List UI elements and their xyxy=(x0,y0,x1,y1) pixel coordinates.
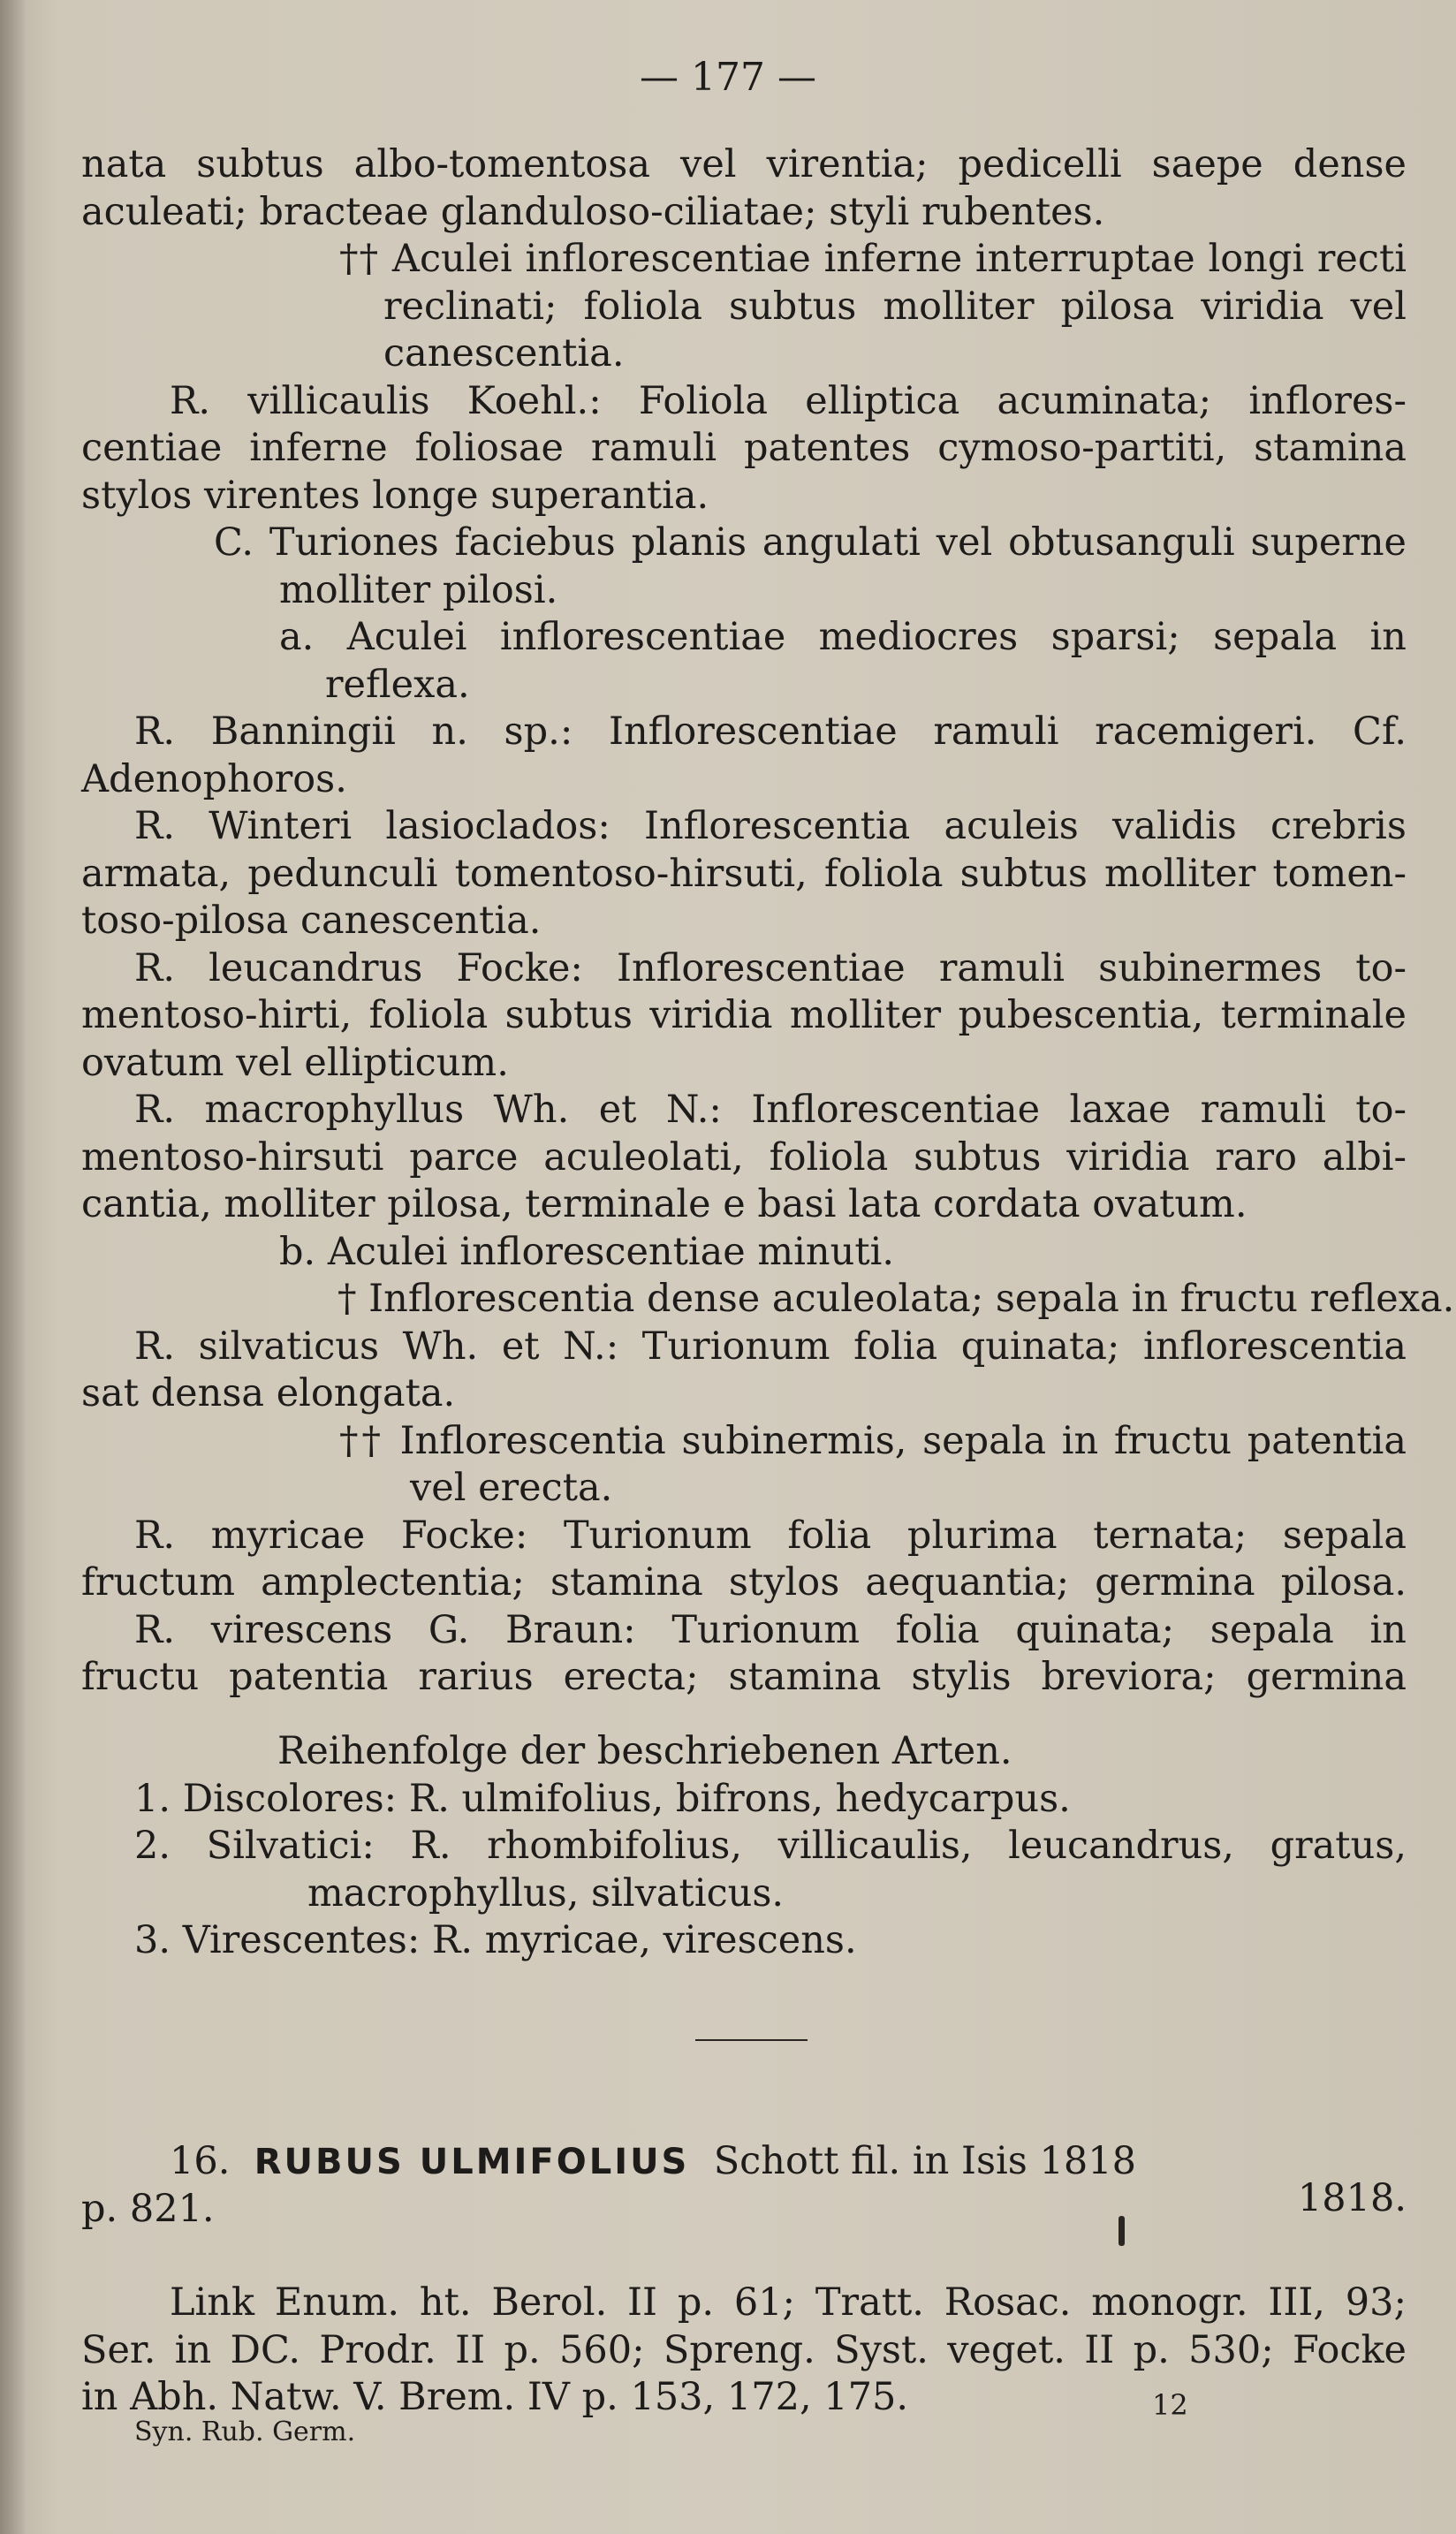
ink-mark xyxy=(1119,2216,1125,2246)
order-item: 1. Discolores: R. ulmifolius, bifrons, hedycarpus. xyxy=(134,1776,1071,1821)
text-line: reclinati; foliola subtus molliter pilosa viridia vel xyxy=(383,284,1407,329)
sheet-number: 12 xyxy=(1152,2388,1188,2422)
text-line: a. Aculei inflorescentiae mediocres sparsi; sepala in xyxy=(279,615,1407,659)
text-line: vel erecta. xyxy=(410,1466,613,1510)
text-line: †† Aculei inflorescentiae inferne interruptae longi recti xyxy=(339,237,1407,281)
order-item: macrophyllus, silvaticus. xyxy=(307,1870,785,1916)
text-line: canescentia. xyxy=(383,331,625,376)
text-line: †† Inflorescentia subinermis, sepala in fructu patentia xyxy=(339,1418,1407,1463)
text-line: b. Aculei inflorescentiae minuti. xyxy=(279,1229,895,1274)
text-line: stylos virentes longe superantia. xyxy=(81,473,709,518)
order-item: 3. Virescentes: R. myricae, virescens. xyxy=(134,1918,857,1962)
signature-mark: Syn. Rub. Germ. xyxy=(134,2416,356,2447)
reference-line: Link Enum. ht. Berol. II p. 61; Tratt. Rosac. monogr. III, 93; xyxy=(170,2280,1407,2325)
references xyxy=(81,2280,1407,2422)
text-line: mentoso-hirsuti parce aculeolati, foliola subtus viridia raro albi- xyxy=(81,1134,1407,1180)
reference-line: Ser. in DC. Prodr. II p. 560; Spreng. Syst. veget. II p. 530; Focke xyxy=(81,2327,1407,2372)
species-heading xyxy=(81,2138,1407,2233)
species-entry: R. leucandrus Focke: Inflorescentiae ramuli subinermes to- xyxy=(134,945,1407,990)
text-line: C. Turiones faciebus planis angulati vel obtusanguli superne xyxy=(214,520,1407,565)
species-order-section xyxy=(81,1728,1407,1965)
order-item: 2. Silvatici: R. rhombifolius, villicaulis, leucandrus, gratus, xyxy=(134,1824,1407,1868)
text-line: fructum amplectentia; stamina stylos aequantia; germina pilosa. xyxy=(81,1560,1407,1605)
species-entry: R. villicaulis Koehl.: Foliola elliptica acuminata; inflores- xyxy=(170,378,1407,423)
text-line: fructu patentia rarius erecta; stamina stylis breviora; germina xyxy=(81,1655,1407,1699)
text-line: reflexa. xyxy=(325,662,470,707)
species-entry: R. myricae Focke: Turionum folia plurima ternata; sepala xyxy=(134,1513,1407,1558)
species-entry: R. macrophyllus Wh. et N.: Inflorescentiae laxae ramuli to- xyxy=(134,1088,1407,1132)
text-line: armata, pedunculi tomentoso-hirsuti, foliola subtus molliter tomen- xyxy=(81,851,1407,896)
text-line: ovatum vel ellipticum. xyxy=(81,1040,509,1085)
species-year: 1818. xyxy=(1297,2175,1407,2220)
text-line: toso-pilosa canescentia. xyxy=(81,899,542,943)
order-title: Reihenfolge der beschriebenen Arten. xyxy=(277,1729,1012,1773)
section-divider xyxy=(695,2039,808,2041)
body-text xyxy=(81,141,1455,1702)
text-line: aculeati; bracteae glanduloso-ciliatae; styli rubentes. xyxy=(81,189,1105,234)
species-entry: R. silvaticus Wh. et N.: Turionum folia quinata; inflorescentia xyxy=(134,1324,1407,1369)
species-entry: R. Winteri lasioclados: Inflorescentia aculeis validis crebris xyxy=(134,804,1407,848)
species-entry: R. virescens G. Braun: Turionum folia quinata; sepala in xyxy=(134,1607,1407,1652)
text-line: molliter pilosi. xyxy=(279,567,558,612)
text-line: nata subtus albo-tomentosa vel virentia; pedicelli saepe dense xyxy=(81,142,1407,186)
reference-line: in Abh. Natw. V. Brem. IV p. 153, 172, 175. xyxy=(81,2375,909,2419)
species-number: 16. xyxy=(170,2139,231,2183)
text-line: sat densa elongata. xyxy=(81,1371,456,1415)
species-entry: R. Banningii n. sp.: Inflorescentiae ramuli racemigeri. Cf. xyxy=(134,709,1407,754)
species-author: Schott fil. in Isis 1818 xyxy=(713,2139,1136,2183)
species-name: RUBUS ULMIFOLIUS xyxy=(254,2142,690,2182)
text-line: mentoso-hirti, foliola subtus viridia molliter pubescentia, terminale xyxy=(81,993,1407,1037)
text-line: cantia, molliter pilosa, terminale e basi lata cordata ovatum. xyxy=(81,1182,1247,1226)
page-number: — 177 — xyxy=(640,55,816,100)
text-line: Adenophoros. xyxy=(81,756,347,801)
text-line: † Inflorescentia dense aculeolata; sepala in fructu reflexa. xyxy=(337,1277,1455,1321)
species-page: p. 821. xyxy=(81,2186,215,2231)
text-line: centiae inferne foliosae ramuli patentes cymoso-partiti, stamina xyxy=(81,426,1407,470)
